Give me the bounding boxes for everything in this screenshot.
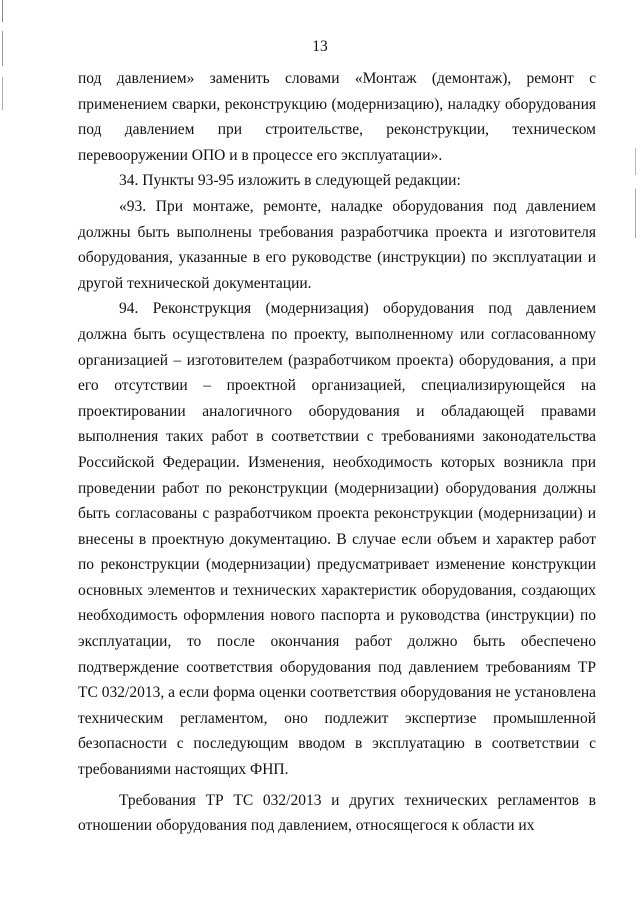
scan-edge-right: [635, 148, 636, 238]
paragraph-requirements: Требования ТР ТС 032/2013 и других технических регламентов в отношении оборудования под давлением, относящегося к области их: [78, 791, 596, 835]
paragraph-continuation: под давлением» заменить словами «Монтаж (демонтаж), ремонт с применением сварки, реконструкцию (модернизацию), наладку оборудования под давлением при строительстве, реконструкции, техническом перевооружении ОПО и в процессе его эксплуатации».: [78, 70, 596, 164]
paragraph-item-93: «93. При монтаже, ремонте, наладке оборудования под давлением должны быть выполнены требования разработчика проекта и изготовителя оборудования, указанные в его руководстве (инструкции) по эксплуатации и другой технической документации.: [78, 197, 596, 292]
paragraph-item-34: 34. Пункты 93-95 изложить в следующей редакции:: [119, 172, 461, 190]
page-number: 13: [312, 38, 328, 55]
document-body: [78, 66, 596, 839]
paragraph-item-94: 94. Реконструкция (модернизация) оборудования под давлением должна быть осуществлена по проекту, выполненному или согласованному организацией – изготовителем (разработчиком проекта) оборудования, а при его отсутствии – проектной организацией, специализирующейся на проектировании аналогичного оборудования и обладающей правами выполнения таких работ в соответствии с требованиями законодательства Российской Федерации. Изменения, необходимость которых возникла при проведении работ по реконструкции (модернизации) оборудования должны быть согласованы с разработчиком проекта реконструкции (модернизации) и внесены в проектную документацию. В случае если объем и характер работ по реконструкции (модернизации) предусматривает изменение конструкции основных элементов и технических характеристик оборудования, создающих необходимость оформления нового паспорта и руководства (инструкции) по эксплуатации, то после окончания работ должно быть обеспечено подтверждение соответствия оборудования под давлением требованиям ТР ТС 032/2013, а если форма оценки соответствия оборудования не установлена техническим регламентом, оно подлежит экспертизе промышленной безопасности с последующим вводом в эксплуатацию в соответствии с требованиями настоящих ФНП.: [78, 300, 596, 779]
